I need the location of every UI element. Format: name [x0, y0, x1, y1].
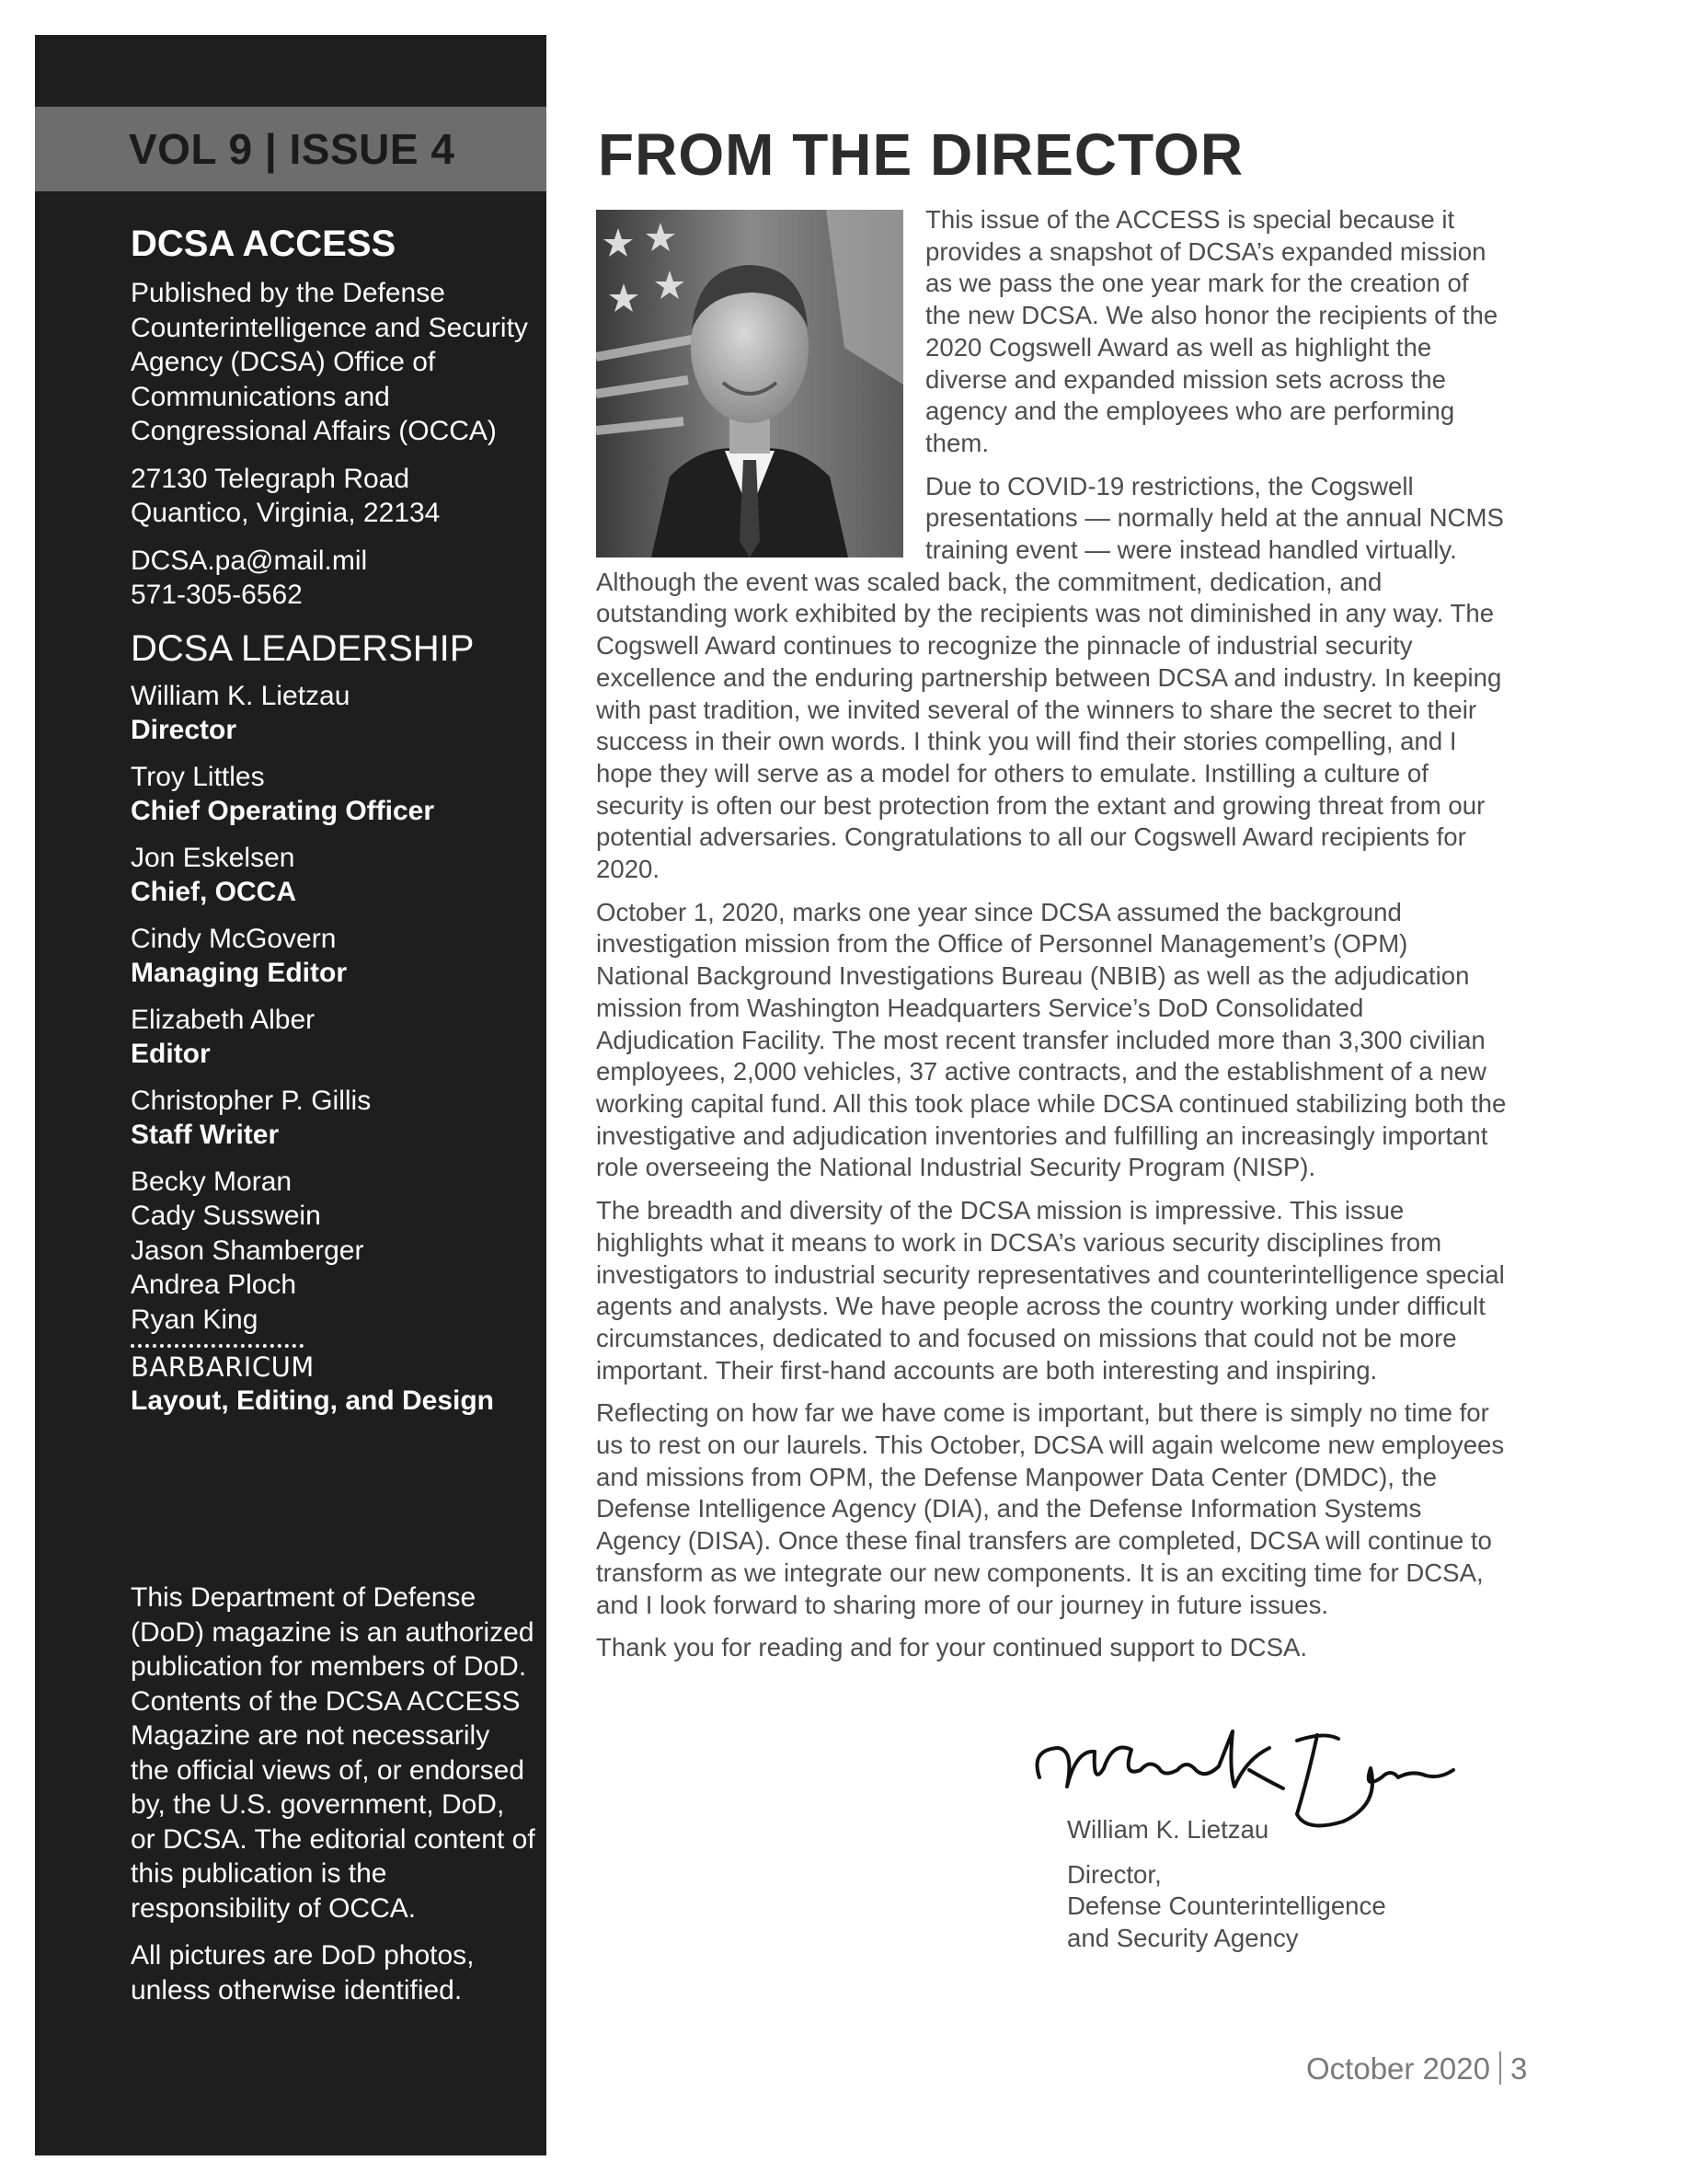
page-number: 3 — [1509, 2052, 1528, 2086]
contact-email: DCSA.pa@mail.mil — [131, 545, 368, 576]
letter-paragraph: The breadth and diversity of the DCSA mission is impressive. This issue highlights what it means to work in DCSA’s various security disciplines from investigators to industrial security representatives and counterintelligence special agents and analysts. We have people across the country working under difficult circumstances, dedicated to and focused on missions that could not be more important. Their first-hand accounts are both interesting and inspiring. — [596, 1196, 1505, 1385]
issue-date: October 2020 — [1306, 2052, 1490, 2086]
letter-paragraph: Thank you for reading and for your continued support to DCSA. — [596, 1633, 1308, 1662]
address-line-2: Quantico, Virginia, 22134 — [131, 498, 441, 528]
footer-divider — [1499, 2052, 1501, 2085]
signatory-name: William K. Lietzau — [1067, 1815, 1269, 1844]
handwritten-signature — [1021, 1713, 1463, 1833]
sidebar — [35, 35, 546, 2155]
signatory-title: Director, — [1067, 1859, 1162, 1889]
publication-title: DCSA ACCESS — [131, 224, 396, 264]
leader-role: Staff Writer — [131, 1119, 280, 1150]
signatory-agency: Defense Counterintelligence — [1067, 1891, 1386, 1921]
leader-name: Jon Eskelsen — [131, 842, 295, 873]
leader-role: Managing Editor — [131, 957, 347, 988]
leader-name: William K. Lietzau — [131, 680, 350, 711]
letter-paragraph: October 1, 2020, marks one year since DCSA assumed the background investigation mission from the Office of Personnel Management’s (OPM) National Background Investigations Bureau (NBIB) as well as the adjudication mission from Washington Headquarters Service’s DoD Consolidated Adjudication Facility. The most recent transfer included more than 3,300 civilian employees, 2,000 vehicles, 37 active contracts, and the establishment of a new working capital fund. All this took place while DCSA continued stabilizing both the investigative and adjudication inventories and fulfilling an increasingly important role overseeing the National Industrial Security Program (NISP). — [596, 897, 1507, 1182]
signature-block — [1067, 1766, 1509, 1955]
staff-name: Ryan King — [131, 1304, 258, 1335]
leader-entry — [131, 1003, 535, 1071]
leader-name: Christopher P. Gillis — [131, 1085, 372, 1116]
leader-name: Troy Littles — [131, 761, 265, 792]
leader-entry — [131, 1084, 535, 1152]
staff-name: Jason Shamberger — [131, 1235, 364, 1266]
letter-paragraph: Due to COVID-19 restrictions, the Cogswell presentations — normally held at the annual NCMS training event — were instead handled virtually. Although the event was scaled back, the commitment, dedication, and outstanding work exhibited by the recipients was not diminished in any way. The Cogswell Award continues to recognize the pinnacle of industrial security excellence and the enduring partnership between DCSA and industry. In keeping with past tradition, we invited several of the winners to share the secret to their success in their own words. I think you will find their stories compelling, and I hope they will serve as a model for others to emulate. Instilling a culture of security is often our best protection from the extant and growing threat from our potential adversaries. Congratulations to all our Cogswell Award recipients for 2020. — [596, 471, 1504, 884]
contact-phone: 571-305-6562 — [131, 580, 303, 610]
leader-role: Director — [131, 714, 237, 745]
photo-credit-text: All pictures are DoD photos, unless otherwise identified. — [131, 1940, 475, 2006]
leader-entry — [131, 760, 535, 828]
leader-entry — [131, 679, 535, 747]
leadership-heading: DCSA LEADERSHIP — [131, 627, 475, 669]
leader-entry — [131, 841, 535, 909]
page-title: FROM THE DIRECTOR — [598, 121, 1245, 188]
staff-name: Becky Moran — [131, 1166, 293, 1197]
dotted-divider — [131, 1344, 304, 1348]
director-letter — [596, 204, 1507, 1675]
design-role: Layout, Editing, and Design — [131, 1385, 495, 1416]
letter-paragraph: This issue of the ACCESS is special because it provides a snapshot of DCSA’s expanded mission as we pass the one year mark for the creation of the new DCSA. We also honor the recipients of the 2020 Cogswell Award as well as highlight the diverse and expanded mission sets across the agency and the employees who are performing them. — [925, 205, 1498, 457]
director-portrait — [596, 210, 903, 557]
leader-name: Cindy McGovern — [131, 923, 337, 954]
leader-role: Editor — [131, 1038, 211, 1069]
address — [131, 462, 535, 531]
letter-paragraph: Reflecting on how far we have come is important, but there is simply no time for us to rest on our laurels. This October, DCSA will again welcome new employees and missions from OPM, the Defense Manpower Data Center (DMDC), the Defense Intelligence Agency (DIA), and the Defense Information Systems Agency (DISA). Once these final transfers are completed, DCSA will continue to transform as we integrate our new components. It is an exciting time for DCSA, and I look forward to sharing more of our journey in future issues. — [596, 1398, 1505, 1619]
disclaimer-text: This Department of Defense (DoD) magazine is an authorized publication for members of DoD. Contents of the DCSA ACCESS Magazine are not necessarily the official views of, or endorsed by, the U.S. government, DoD, or DCSA. The editorial content of this publication is the responsibility of OCCA. — [131, 1582, 535, 1924]
staff-list — [131, 1165, 535, 1338]
published-by-text: Published by the Defense Counterintelligence and Security Agency (DCSA) Office of Communications and Congressional Affairs (OCCA) — [131, 278, 528, 446]
design-company-logo: BARBARICUM — [131, 1351, 315, 1383]
disclaimer-block — [131, 1581, 535, 2020]
volume-issue-banner: VOL 9 | ISSUE 4 — [35, 107, 546, 191]
address-line-1: 27130 Telegraph Road — [131, 463, 410, 494]
masthead — [131, 221, 535, 1420]
contact-info — [131, 544, 535, 613]
leader-entry — [131, 922, 535, 990]
page-footer — [1306, 2052, 1527, 2086]
staff-name: Andrea Ploch — [131, 1270, 297, 1300]
leader-role: Chief Operating Officer — [131, 795, 435, 826]
leader-role: Chief, OCCA — [131, 876, 296, 907]
signatory-agency: and Security Agency — [1067, 1924, 1299, 1953]
staff-name: Cady Susswein — [131, 1201, 321, 1231]
leader-name: Elizabeth Alber — [131, 1004, 316, 1035]
